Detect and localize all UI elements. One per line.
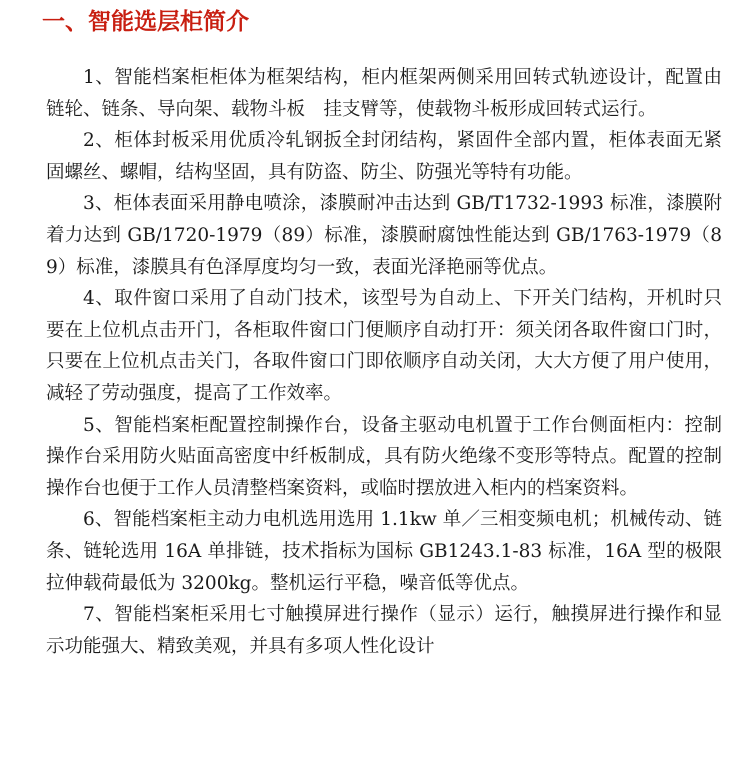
paragraph-main-motor: 6、智能档案柜主动力电机选用选用 1.1kw 单／三相变频电机；机械传动、链条、链轮选用 16A 单排链，技术指标为国标 GB1243.1-83 标准，16A 型的极限拉伸载荷最低为 3200kg。整机运行平稳，噪音低等优点。 bbox=[46, 509, 722, 594]
document-body bbox=[46, 62, 722, 662]
paragraph-frame-structure: 1、智能档案柜柜体为框架结构，柜内框架两侧采用回转式轨迹设计，配置由链轮、链条、导向架、载物斗板 挂支臂等，使载物斗板形成回转式运行。 bbox=[46, 67, 722, 120]
paragraph-touch-screen: 7、智能档案柜采用七寸触摸屏进行操作（显示）运行，触摸屏进行操作和显示功能强大、精致美观，并具有多项人性化设计 bbox=[46, 604, 722, 657]
section-title: 一、智能选层柜简介 bbox=[42, 9, 249, 35]
paragraph-surface-coating: 3、柜体表面采用静电喷涂，漆膜耐冲击达到 GB/T1732-1993 标准，漆膜附着力达到 GB/1720-1979（89）标准，漆膜耐腐蚀性能达到 GB/1763-1979（89）标准，漆膜具有色泽厚度均匀一致，表面光泽艳丽等优点。 bbox=[46, 193, 722, 278]
paragraph-automatic-door: 4、取件窗口采用了自动门技术，该型号为自动上、下开关门结构，开机时只要在上位机点击开门，各柜取件窗口门便顺序自动打开：须关闭各取件窗口门时，只要在上位机点击关门，各取件窗口门即依顺序自动关闭，大大方便了用户使用，减轻了劳动强度，提高了工作效率。 bbox=[46, 288, 722, 404]
paragraph-control-console: 5、智能档案柜配置控制操作台，设备主驱动电机置于工作台侧面柜内：控制操作台采用防火贴面高密度中纤板制成，具有防火绝缘不变形等特点。配置的控制操作台也便于工作人员清整档案资料，或临时摆放进入柜内的档案资料。 bbox=[46, 414, 722, 499]
paragraph-cabinet-panels: 2、柜体封板采用优质冷轧钢扳全封闭结构，紧固件全部内置，柜体表面无紧固螺丝、螺帽，结构坚固，具有防盗、防尘、防强光等特有功能。 bbox=[46, 130, 722, 183]
